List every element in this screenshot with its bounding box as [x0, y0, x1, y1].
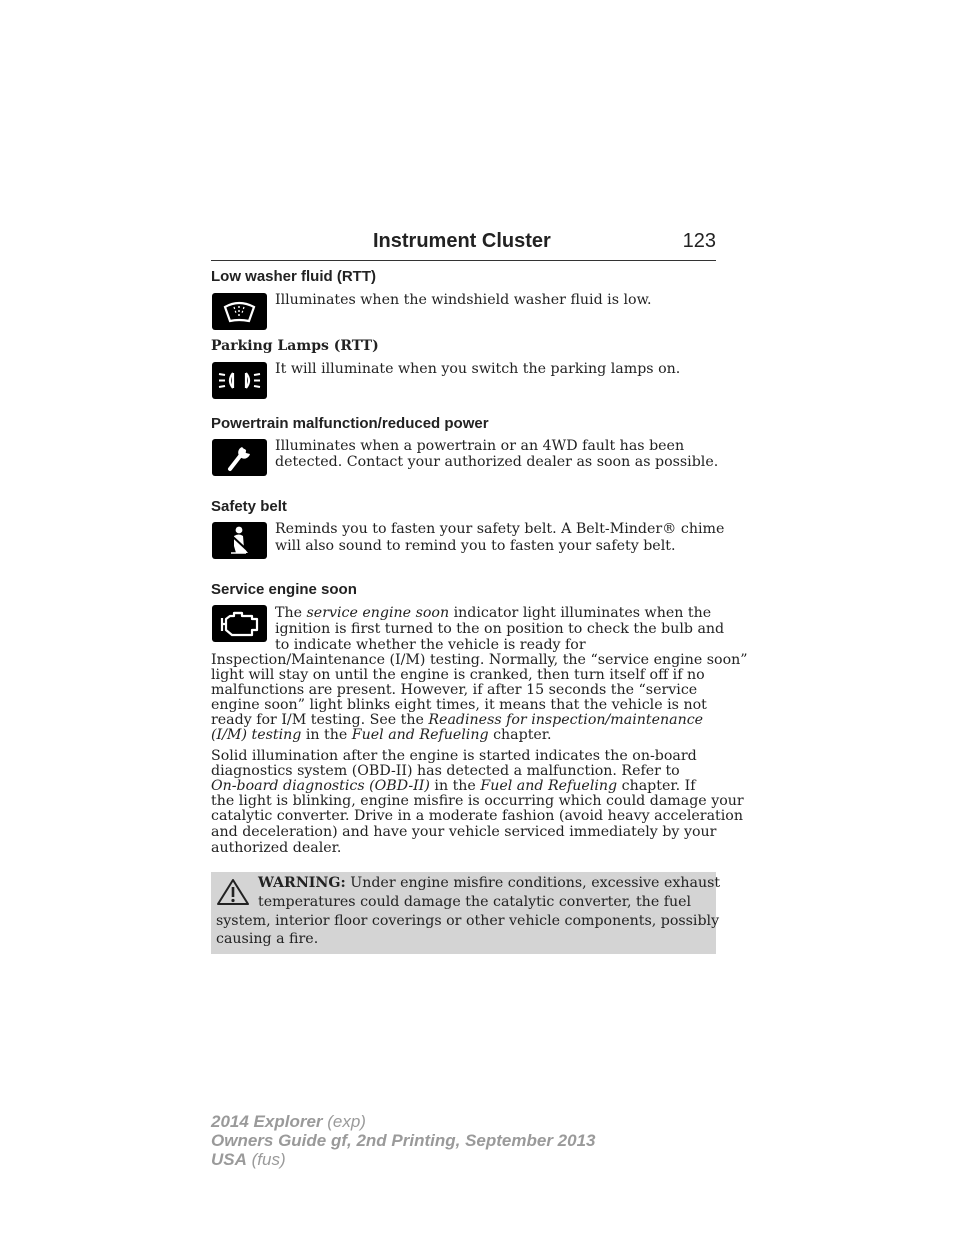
- engine-p2-line-4: the light is blinking, engine misfire is occurring which could damage your: [211, 793, 744, 809]
- section-title-parking: Parking Lamps (RTT): [211, 338, 379, 354]
- footer: [211, 1112, 595, 1169]
- section-title-powertrain: Powertrain malfunction/reduced power: [211, 415, 489, 432]
- engine-p2-line-6: and deceleration) and have your vehicle serviced immediately by your: [211, 824, 717, 840]
- footer-model: 2014 Explorer (exp): [211, 1112, 366, 1131]
- parking-lamps-icon: [212, 362, 267, 399]
- engine-p2-line-1: Solid illumination after the engine is started indicates the on-board: [211, 748, 697, 764]
- engine-p1-line-1: The service engine soon indicator light illuminates when the: [275, 605, 712, 621]
- engine-p1-line-2: ignition is first turned to the on position to check the bulb and: [275, 621, 725, 637]
- page-header: [211, 228, 716, 261]
- seatbelt-icon: [212, 522, 267, 559]
- section-title-washer: Low washer fluid (RTT): [211, 268, 376, 285]
- washer-description: Illuminates when the windshield washer fluid is low.: [275, 292, 652, 308]
- warning-line-1: WARNING: Under engine misfire conditions, excessive exhaust: [258, 875, 721, 891]
- wrench-icon: [212, 439, 267, 476]
- footer-market: USA (fus): [211, 1150, 286, 1169]
- powertrain-line-2: detected. Contact your authorized dealer as soon as possible.: [275, 454, 719, 470]
- powertrain-line-1: Illuminates when a powertrain or an 4WD fault has been: [275, 438, 685, 454]
- engine-p1-line-9: (I/M) testing in the Fuel and Refueling chapter.: [211, 727, 552, 743]
- page-title: Instrument Cluster: [373, 230, 551, 252]
- engine-p2-line-7: authorized dealer.: [211, 840, 342, 856]
- warning-label: WARNING:: [258, 875, 346, 891]
- engine-p1-line-4: Inspection/Maintenance (I/M) testing. Normally, the “service engine soon”: [211, 652, 748, 668]
- belt-line-1: Reminds you to fasten your safety belt. A Belt-Minder® chime: [275, 521, 725, 537]
- page-number: 123: [682, 230, 716, 252]
- engine-p1-line-3: to indicate whether the vehicle is ready for: [275, 637, 586, 653]
- engine-p1-line-5: light will stay on until the engine is cranked, then turn itself off if no: [211, 667, 705, 683]
- warning-line-3: system, interior floor coverings or other vehicle components, possibly: [216, 913, 720, 929]
- section-title-belt: Safety belt: [211, 498, 287, 515]
- engine-p1-line-7: engine soon” light blinks eight times, it means that the vehicle is not: [211, 697, 707, 713]
- check-engine-icon: [212, 605, 267, 642]
- warning-line-4: causing a fire.: [216, 931, 319, 947]
- belt-line-2: will also sound to remind you to fasten your safety belt.: [275, 538, 676, 554]
- section-title-engine: Service engine soon: [211, 581, 357, 598]
- washer-fluid-icon: [212, 293, 267, 330]
- warning-triangle-icon: [216, 878, 250, 910]
- warning-box: [211, 872, 721, 954]
- footer-guide: Owners Guide gf, 2nd Printing, September 2013: [211, 1131, 596, 1150]
- parking-description: It will illuminate when you switch the parking lamps on.: [275, 361, 681, 377]
- engine-p2-line-3: On-board diagnostics (OBD-II) in the Fuel and Refueling chapter. If: [211, 778, 696, 794]
- engine-p1-line-6: malfunctions are present. However, if after 15 seconds the “service: [211, 682, 698, 698]
- engine-p2-line-5: catalytic converter. Drive in a moderate fashion (avoid heavy acceleration: [211, 808, 743, 824]
- engine-p2-line-2: diagnostics system (OBD-II) has detected a malfunction. Refer to: [211, 763, 680, 779]
- warning-line-2: temperatures could damage the catalytic converter, the fuel: [258, 894, 692, 910]
- engine-p1-line-8: ready for I/M testing. See the Readiness for inspection/maintenance: [211, 712, 704, 728]
